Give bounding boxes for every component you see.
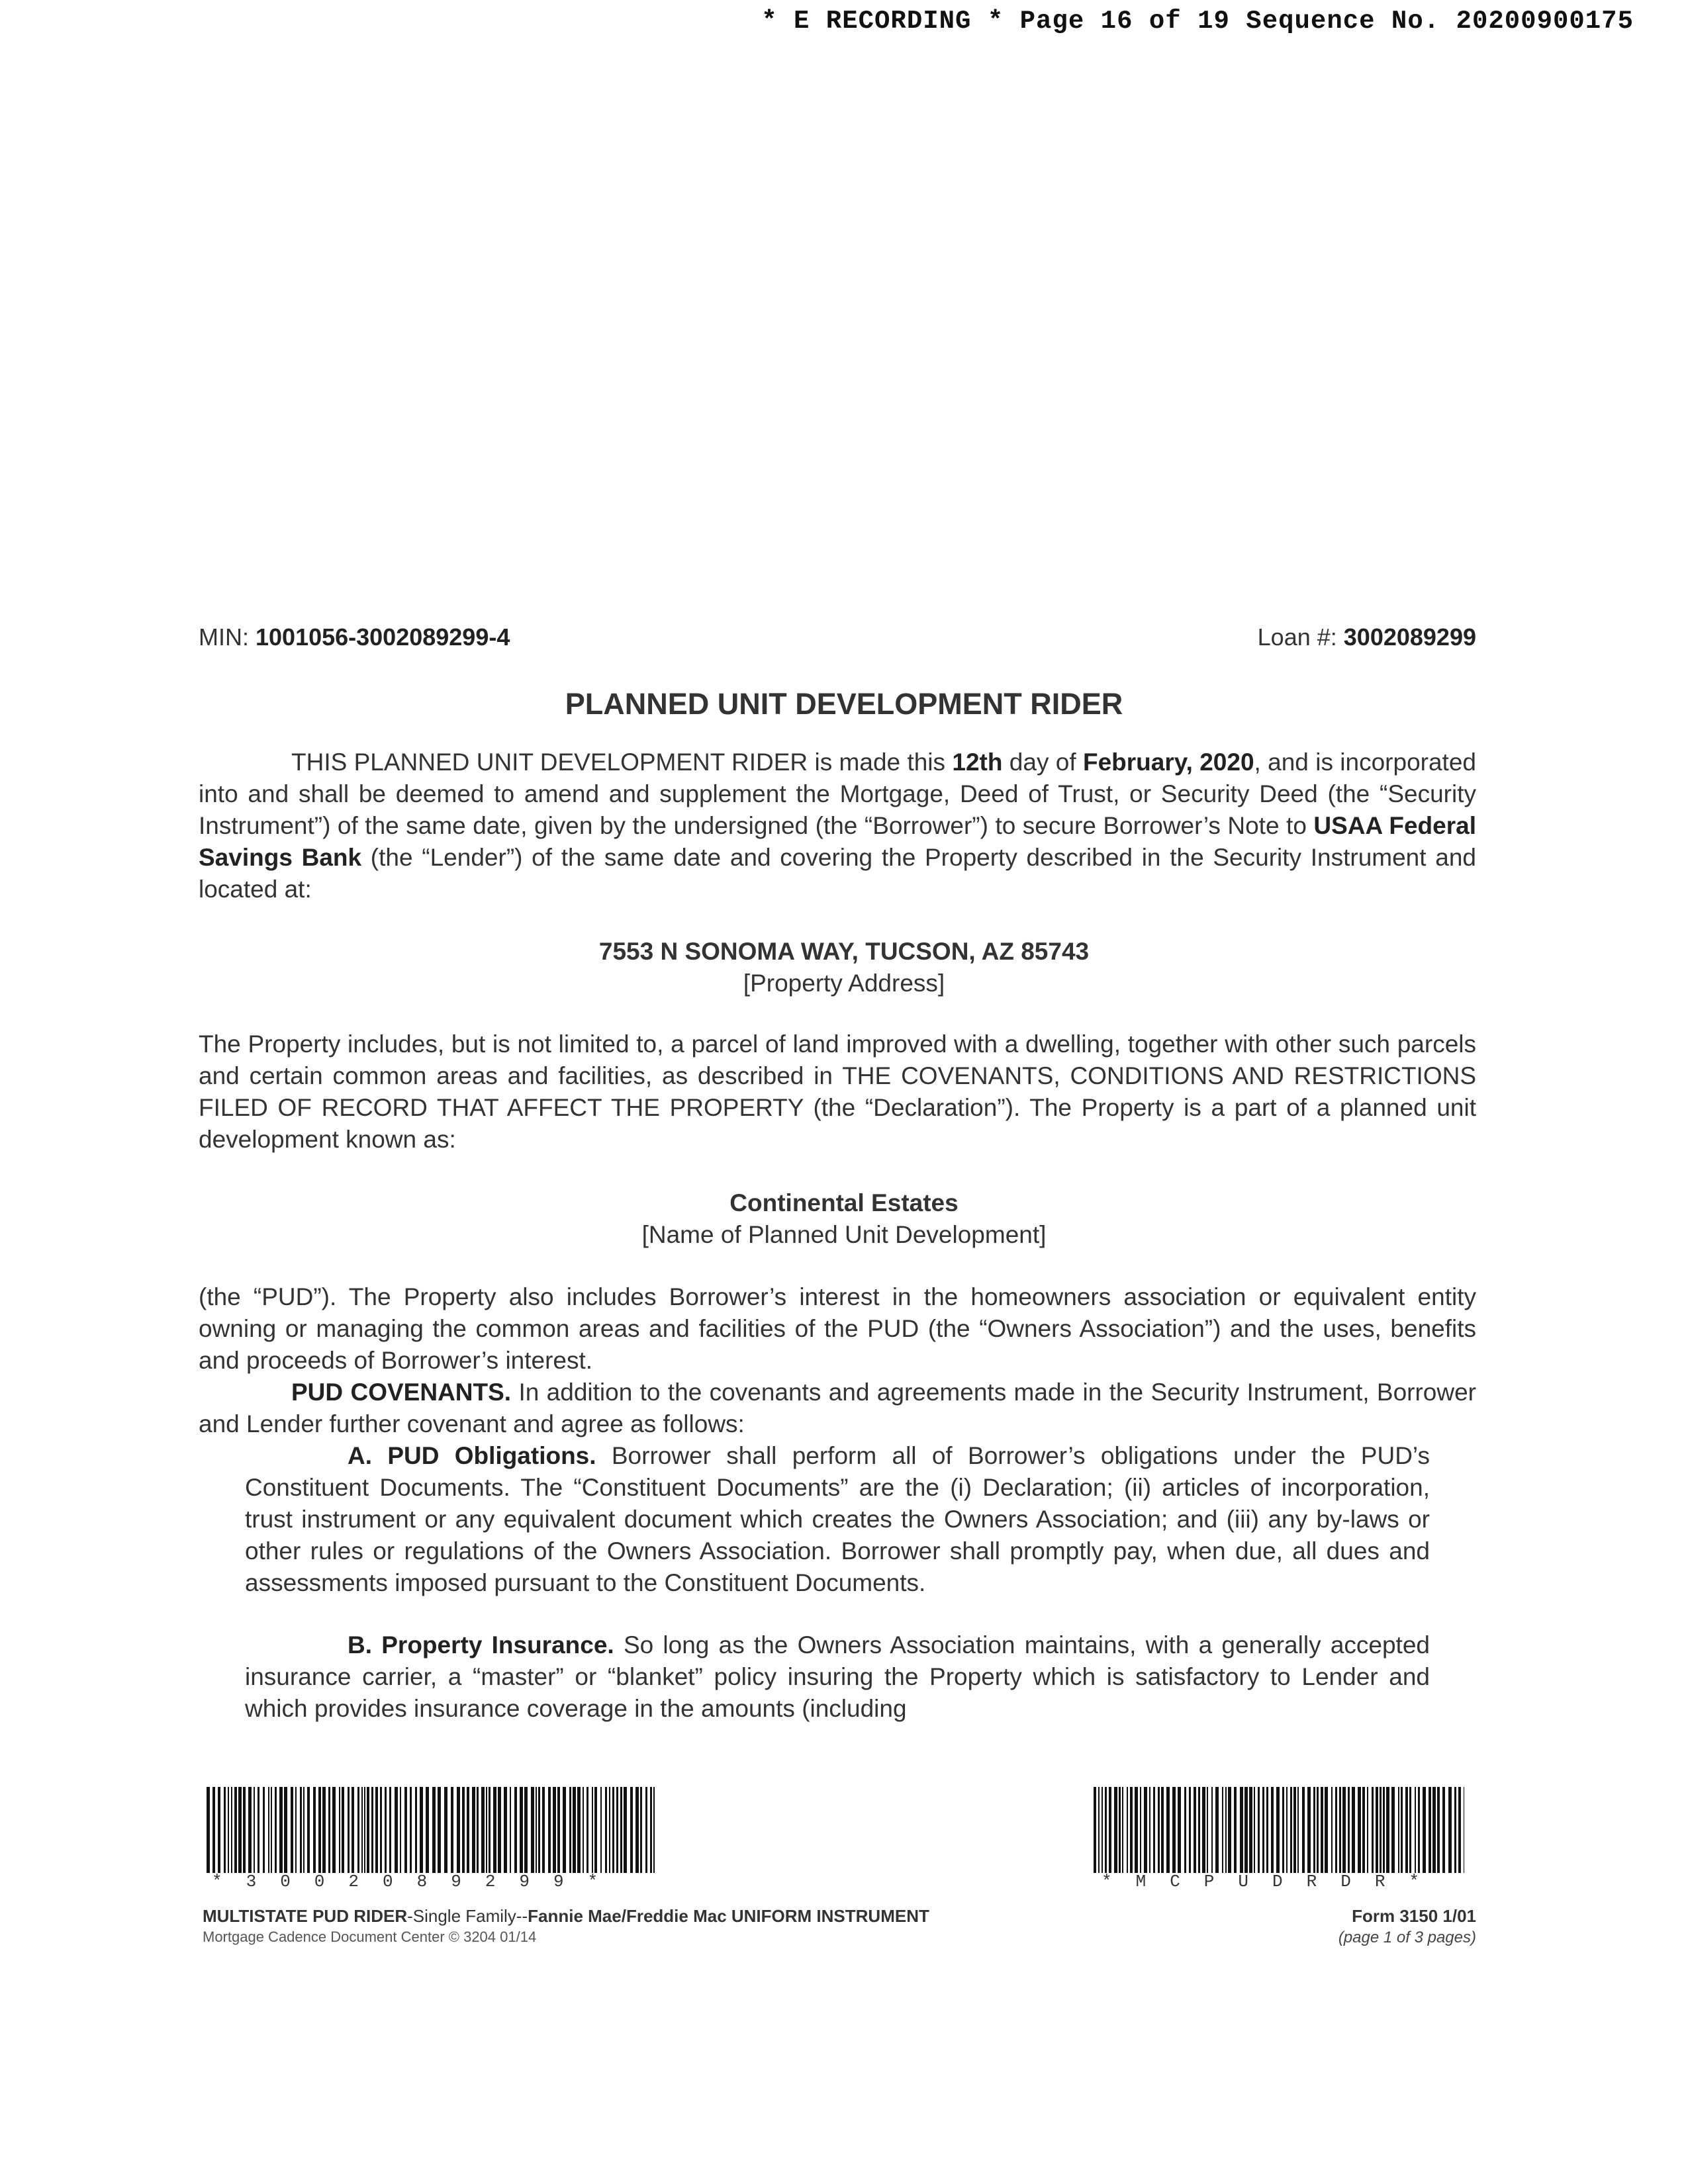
pud-covenants-heading: PUD COVENANTS. [291,1379,512,1406]
loan-number [1258,623,1476,651]
footer-uniform-instrument: Fannie Mae/Freddie Mac UNIFORM INSTRUMENT [528,1906,929,1926]
loan-label: Loan #: [1257,623,1344,651]
rider-day: 12th [952,749,1003,776]
pud-name-label: [Name of Planned Unit Development] [641,1221,1047,1248]
footer-form-number: Form 3150 1/01 [1352,1906,1476,1926]
section-a-heading: A. PUD Obligations. [348,1442,596,1469]
intro-text-3: , and is incorporated into and shall be deemed to amend and supplement the Mortgage, Deed of Trust, or Security Deed (the “Security Instrument”) of the same date, given by the undersigned (the “Borrower”) to secure Borrower’s Note to [199,749,1476,839]
footer-rider-name: MULTISTATE PUD RIDER [203,1906,408,1926]
form-barcode-caption: *MCPUDRDR* [1102,1872,1444,1891]
footer-page-count: (page 1 of 3 pages) [1338,1929,1476,1946]
min-label: MIN: [199,623,256,651]
loan-barcode [207,1787,657,1873]
property-address: 7553 N SONOMA WAY, TUCSON, AZ 85743 [598,938,1090,965]
section-b-text: So long as the Owners Association maintains, with a generally accepted insurance carrier, a “master” or “blanket” policy insuring the Property which is satisfactory to Lender and which provides insurance coverage in the amounts (including [245,1631,1430,1722]
pud-covenants-text: In addition to the covenants and agreements made in the Security Instrument, Borrower and Lender further covenant and agree as follows: [199,1379,1477,1437]
min-value: 1001056-3002089299-4 [256,623,510,651]
lender-name: USAA Federal Savings Bank [199,812,1476,871]
min-number [199,623,510,651]
pud-covenants-paragraph [199,1377,1476,1440]
intro-text-1: THIS PLANNED UNIT DEVELOPMENT RIDER is made this [291,749,953,776]
form-barcode [1094,1787,1464,1873]
section-a-text: Borrower shall perform all of Borrower’s obligations under the PUD’s Constituent Documents. The “Constituent Documents” are the (i) Declaration; (ii) articles of incorporation, trust instrument or any equivalent document which creates the Owners Association; and (iii) any by-laws or other rules or regulations of the Owners Association. Borrower shall promptly pay, when due, all dues and assessments imposed pursuant to the Constituent Documents. [245,1442,1430,1596]
document-title: PLANNED UNIT DEVELOPMENT RIDER [565,687,1123,721]
footer-document-center: Mortgage Cadence Document Center © 3204 01/14 [203,1929,537,1945]
loan-value: 3002089299 [1343,623,1476,651]
recording-stamp: * E RECORDING * Page 16 of 19 Sequence No. 20200900175 [761,7,1634,36]
section-b-heading: B. Property Insurance. [348,1631,614,1659]
intro-paragraph [199,747,1476,905]
loan-barcode-caption: *3002089299* [212,1872,622,1891]
property-address-label: [Property Address] [743,970,945,997]
declaration-paragraph: The Property includes, but is not limited to, a parcel of land improved with a dwelling, together with other such parcels and certain common areas and facilities, as described in THE COVENANTS, CONDITIONS AND RESTRICTIONS FILED OF RECORD THAT AFFECT THE PROPERTY (the “Declaration”). The Property is a part of a planned unit development known as: [199,1030,1476,1153]
footer-family-type: -Single Family-- [407,1906,528,1926]
intro-text-2: day of [1002,749,1083,776]
rider-date: February, 2020 [1083,749,1254,776]
section-b-property-insurance [245,1629,1430,1725]
section-a-pud-obligations [245,1440,1430,1599]
intro-text-4: (the “Lender”) of the same date and covering the Property described in the Security Instrument and located at: [199,844,1476,903]
pud-name: Continental Estates [729,1189,959,1216]
footer-instrument-name [203,1906,929,1927]
pud-paragraph: (the “PUD”). The Property also includes Borrower’s interest in the homeowners association or equivalent entity owning or managing the common areas and facilities of the PUD (the “Owners Association”) and the uses, benefits and proceeds of Borrower’s interest. [199,1283,1476,1374]
